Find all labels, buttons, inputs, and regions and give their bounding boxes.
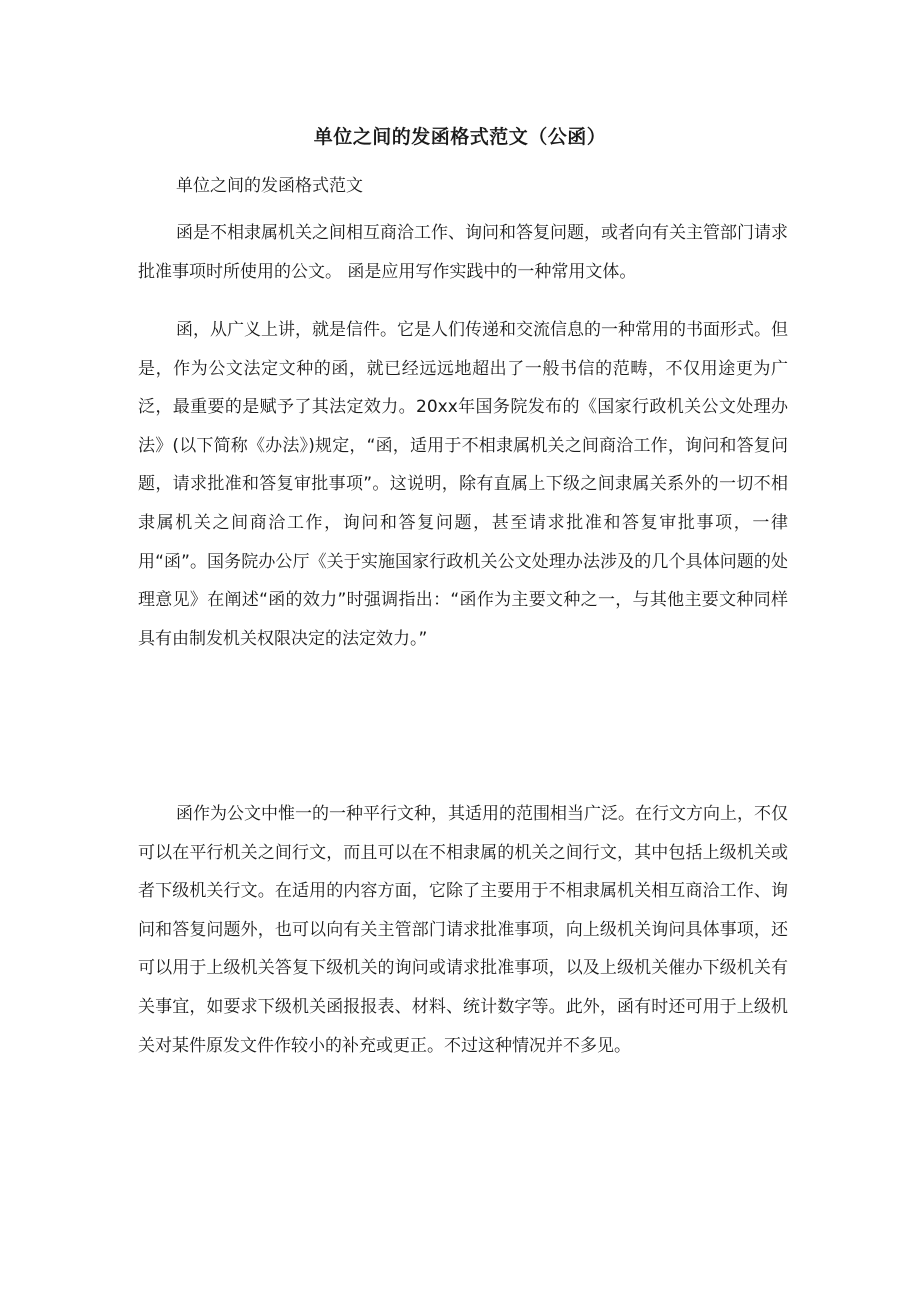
paragraph-broad-meaning: 函，从广义上讲，就是信件。它是人们传递和交流信息的一种常用的书面形式。但是，作为公文法定文种的函，就已经远远地超出了一般书信的范畴，不仅用途更为广泛，最重要的是赋予了其法定效力。20xx年国务院发布的《国家行政机关公文处理办法》(以下简称《办法》)规定，“函，适用于不相隶属机关之间商洽工作，询问和答复问题，请求批准和答复审批事项”。这说明，除有直属上下级之间隶属关系外的一切不相隶属机关之间商洽工作，询问和答复问题，甚至请求批准和答复审批事项，一律用“函”。国务院办公厅《关于实施国家行政机关公文处理办法涉及的几个具体问题的处理意见》在阐述“函的效力”时强调指出：“函作为主要文种之一，与其他主要文种同样具有由制发机关权限决定的法定效力。” bbox=[138, 320, 788, 649]
document-subtitle: 单位之间的发函格式范文 bbox=[176, 176, 363, 196]
page-title: 单位之间的发函格式范文（公函） bbox=[313, 126, 607, 148]
paragraph-definition: 函是不相隶属机关之间相互商洽工作、询问和答复问题，或者向有关主管部门请求批准事项时所使用的公文。 函是应用写作实践中的一种常用文体。 bbox=[138, 223, 788, 282]
paragraph-scope: 函作为公文中惟一的一种平行文种，其适用的范围相当广泛。在行文方向上，不仅可以在平行机关之间行文，而且可以在不相隶属的机关之间行文，其中包括上级机关或者下级机关行文。在适用的内容方面，它除了主要用于不相隶属机关相互商洽工作、询问和答复问题外，也可以向有关主管部门请求批准事项，向上级机关询问具体事项，还可以用于上级机关答复下级机关的询问或请求批准事项，以及上级机关催办下级机关有关事宜，如要求下级机关函报报表、材料、统计数字等。此外，函有时还可用于上级机关对某件原发文件作较小的补充或更正。不过这种情况并不多见。 bbox=[138, 804, 788, 1056]
